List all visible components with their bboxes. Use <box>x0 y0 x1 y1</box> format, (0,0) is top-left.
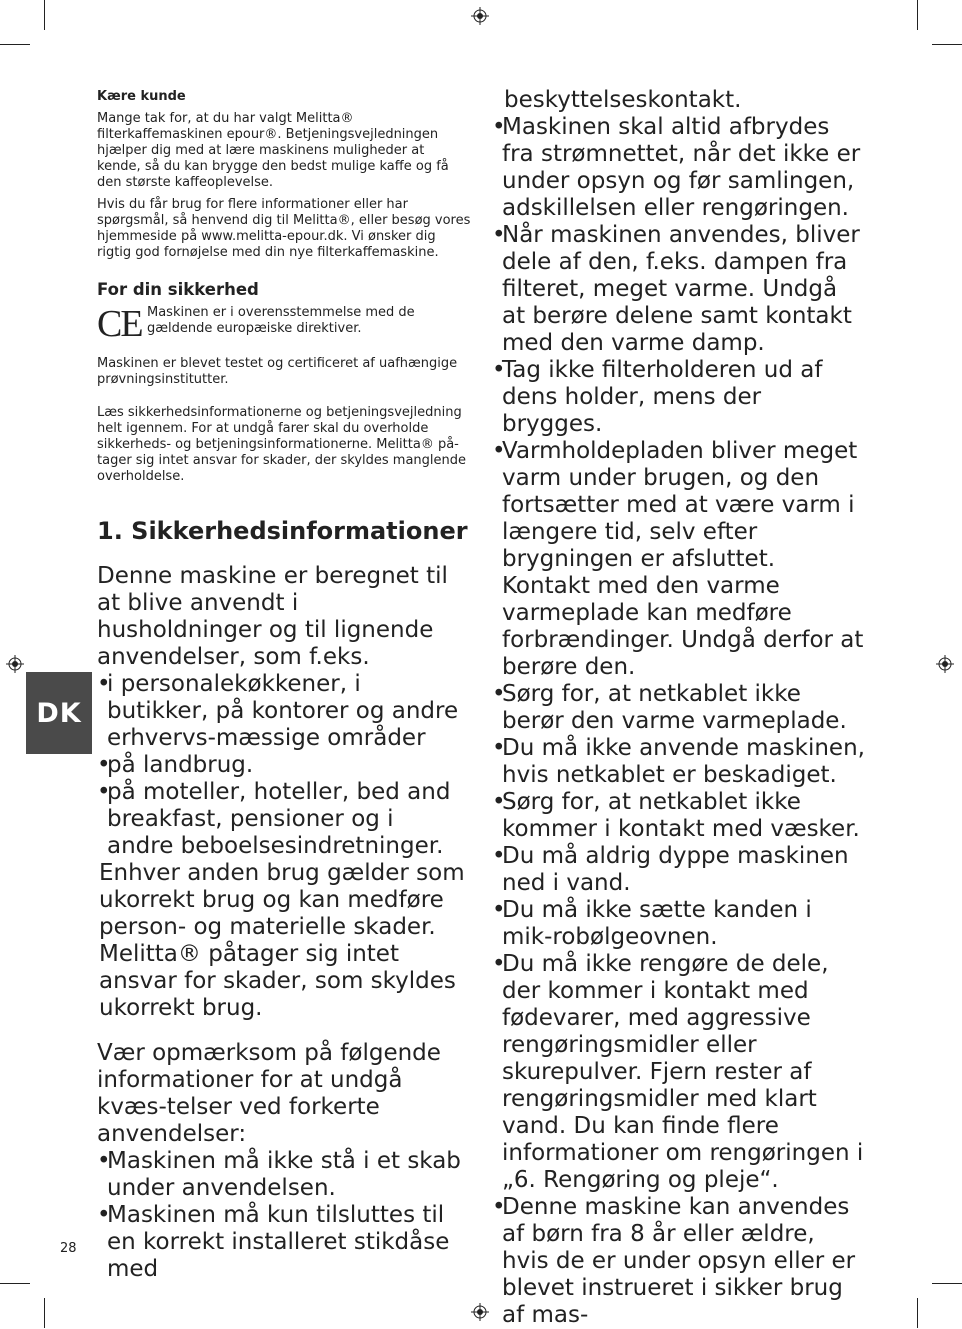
safety-text <box>97 356 472 491</box>
language-tab: DK <box>26 672 92 754</box>
intro-block <box>97 89 472 267</box>
registration-mark-icon <box>471 1303 489 1321</box>
list-item: • Maskinen må kun tilsluttes til en korrekt installeret stikdåse med <box>97 1202 450 1282</box>
intro-paragraph-1: Mange tak for, at du har valgt Melitta® filterkaffemaskinen epour®. Betjeningsvejledningen hjælper dig med at lære maskinens muligheder at kende, så du kan brygge den bedst mulige kaffe og få den største kaffeoplevelse. <box>97 111 449 190</box>
section-title: 1. Sikkerhedsinformationer <box>97 517 468 545</box>
list-item: • Varmholdepladen bliver meget varm under brugen, og den fortsætter med at være varm i længere tid, selv efter brygningen er afsluttet. Kontakt med den varme varmeplade kan medføre forbrændinger. Undgå derfor at berøre den. <box>492 438 864 680</box>
page-number: 28 <box>60 1241 77 1256</box>
list-item: • Sørg for, at netkablet ikke kommer i kontakt med væsker. <box>492 789 860 842</box>
intro-paragraph-2: Hvis du får brug for flere informationer eller har spørgsmål, så henvend dig til Melitta®, eller besøg vores hjemmeside på www.melitta-epour.dk. Vi ønsker dig rigtig god fornøjelse med din nye filterkaffemaskine. <box>97 197 471 260</box>
list-item: • Denne maskine kan anvendes af børn fra 8 år eller ældre, hvis de er under opsyn eller er blevet instrueret i sikker brug af mas- <box>492 1194 856 1328</box>
right-column <box>492 87 867 1329</box>
section-intro: Denne maskine er beregnet til at blive anvendt i husholdninger og til lignende anvendelser, som f.eks. <box>97 563 448 670</box>
crop-mark <box>917 1298 918 1328</box>
list-item: • på moteller, hoteller, bed and breakfast, pensioner og i andre beboelsesindretninger. <box>97 779 451 859</box>
list-item: • Sørg for, at netkablet ikke berør den varme varmeplade. <box>492 681 847 734</box>
crop-mark <box>932 44 962 45</box>
ce-mark-icon: CE <box>97 303 142 345</box>
list-item: • på landbrug. <box>97 752 254 778</box>
crop-mark <box>0 1283 30 1284</box>
list-item: • Når maskinen anvendes, bliver dele af den, f.eks. dampen fra filteret, meget varme. Undgå at berøre delene samt kontakt med den varme damp. <box>492 222 860 356</box>
registration-mark-icon <box>936 655 954 673</box>
warning-note: Vær opmærksom på følgende informationer for at undgå kvæs-telser ved forkerte anvendelser: <box>97 1040 441 1147</box>
list-item: • Maskinen skal altid afbrydes fra strømnettet, når det ikke er under opsyn og før samlingen, adskillelsen eller rengøringen. <box>492 114 861 221</box>
ce-block <box>97 305 472 343</box>
misuse-text: Enhver anden brug gælder som ukorrekt brug og kan medføre person- og materielle skader. Melitta® påtager sig intet ansvar for skader, som skyldes ukorrekt brug. <box>99 860 465 1021</box>
ce-text: Maskinen er i overensstemmelse med de gældende europæiske direktiver. <box>147 305 415 336</box>
list-item: • Du må aldrig dyppe maskinen ned i vand. <box>492 843 849 896</box>
crop-mark <box>932 1283 962 1284</box>
list-item: • Du må ikke sætte kanden i mik-robølgeovnen. <box>492 897 812 950</box>
crop-mark <box>917 0 918 30</box>
list-item: • Tag ikke filterholderen ud af dens holder, mens der brygges. <box>492 357 823 437</box>
left-main-text <box>97 563 467 1283</box>
crop-mark <box>44 1298 45 1328</box>
intro-heading: Kære kunde <box>97 89 186 104</box>
registration-mark-icon <box>471 7 489 25</box>
registration-mark-icon <box>6 655 24 673</box>
continuation-text: beskyttelseskontakt. <box>504 87 742 113</box>
safety-paragraph-2: Læs sikkerhedsinformationerne og betjeningsvejledning helt igennem. For at undgå farer skal du overholde sikkerheds- og betjeningsinformationerne. Melitta® på-tager sig intet ansvar for skader, der skyldes manglende overholdelse. <box>97 405 467 484</box>
safety-paragraph-1: Maskinen er blevet testet og certificeret af uafhængige prøvningsinstitutter. <box>97 356 458 387</box>
crop-mark <box>0 44 30 45</box>
list-item: • Du må ikke anvende maskinen, hvis netkablet er beskadiget. <box>492 735 865 788</box>
list-item: • i personalekøkkener, i butikker, på kontorer og andre erhvervs-mæssige områder <box>97 671 459 751</box>
list-item: • Maskinen må ikke stå i et skab under anvendelsen. <box>97 1148 461 1201</box>
safety-heading: For din sikkerhed <box>97 280 259 299</box>
crop-mark <box>44 0 45 30</box>
list-item: • Du må ikke rengøre de dele, der kommer i kontakt med fødevarer, med aggressive rengøringsmidler eller skurepulver. Fjern rester af rengøringsmidler med klart vand. Du kan finde flere informationer om rengøringen i „6. Rengøring og pleje“. <box>492 951 864 1193</box>
